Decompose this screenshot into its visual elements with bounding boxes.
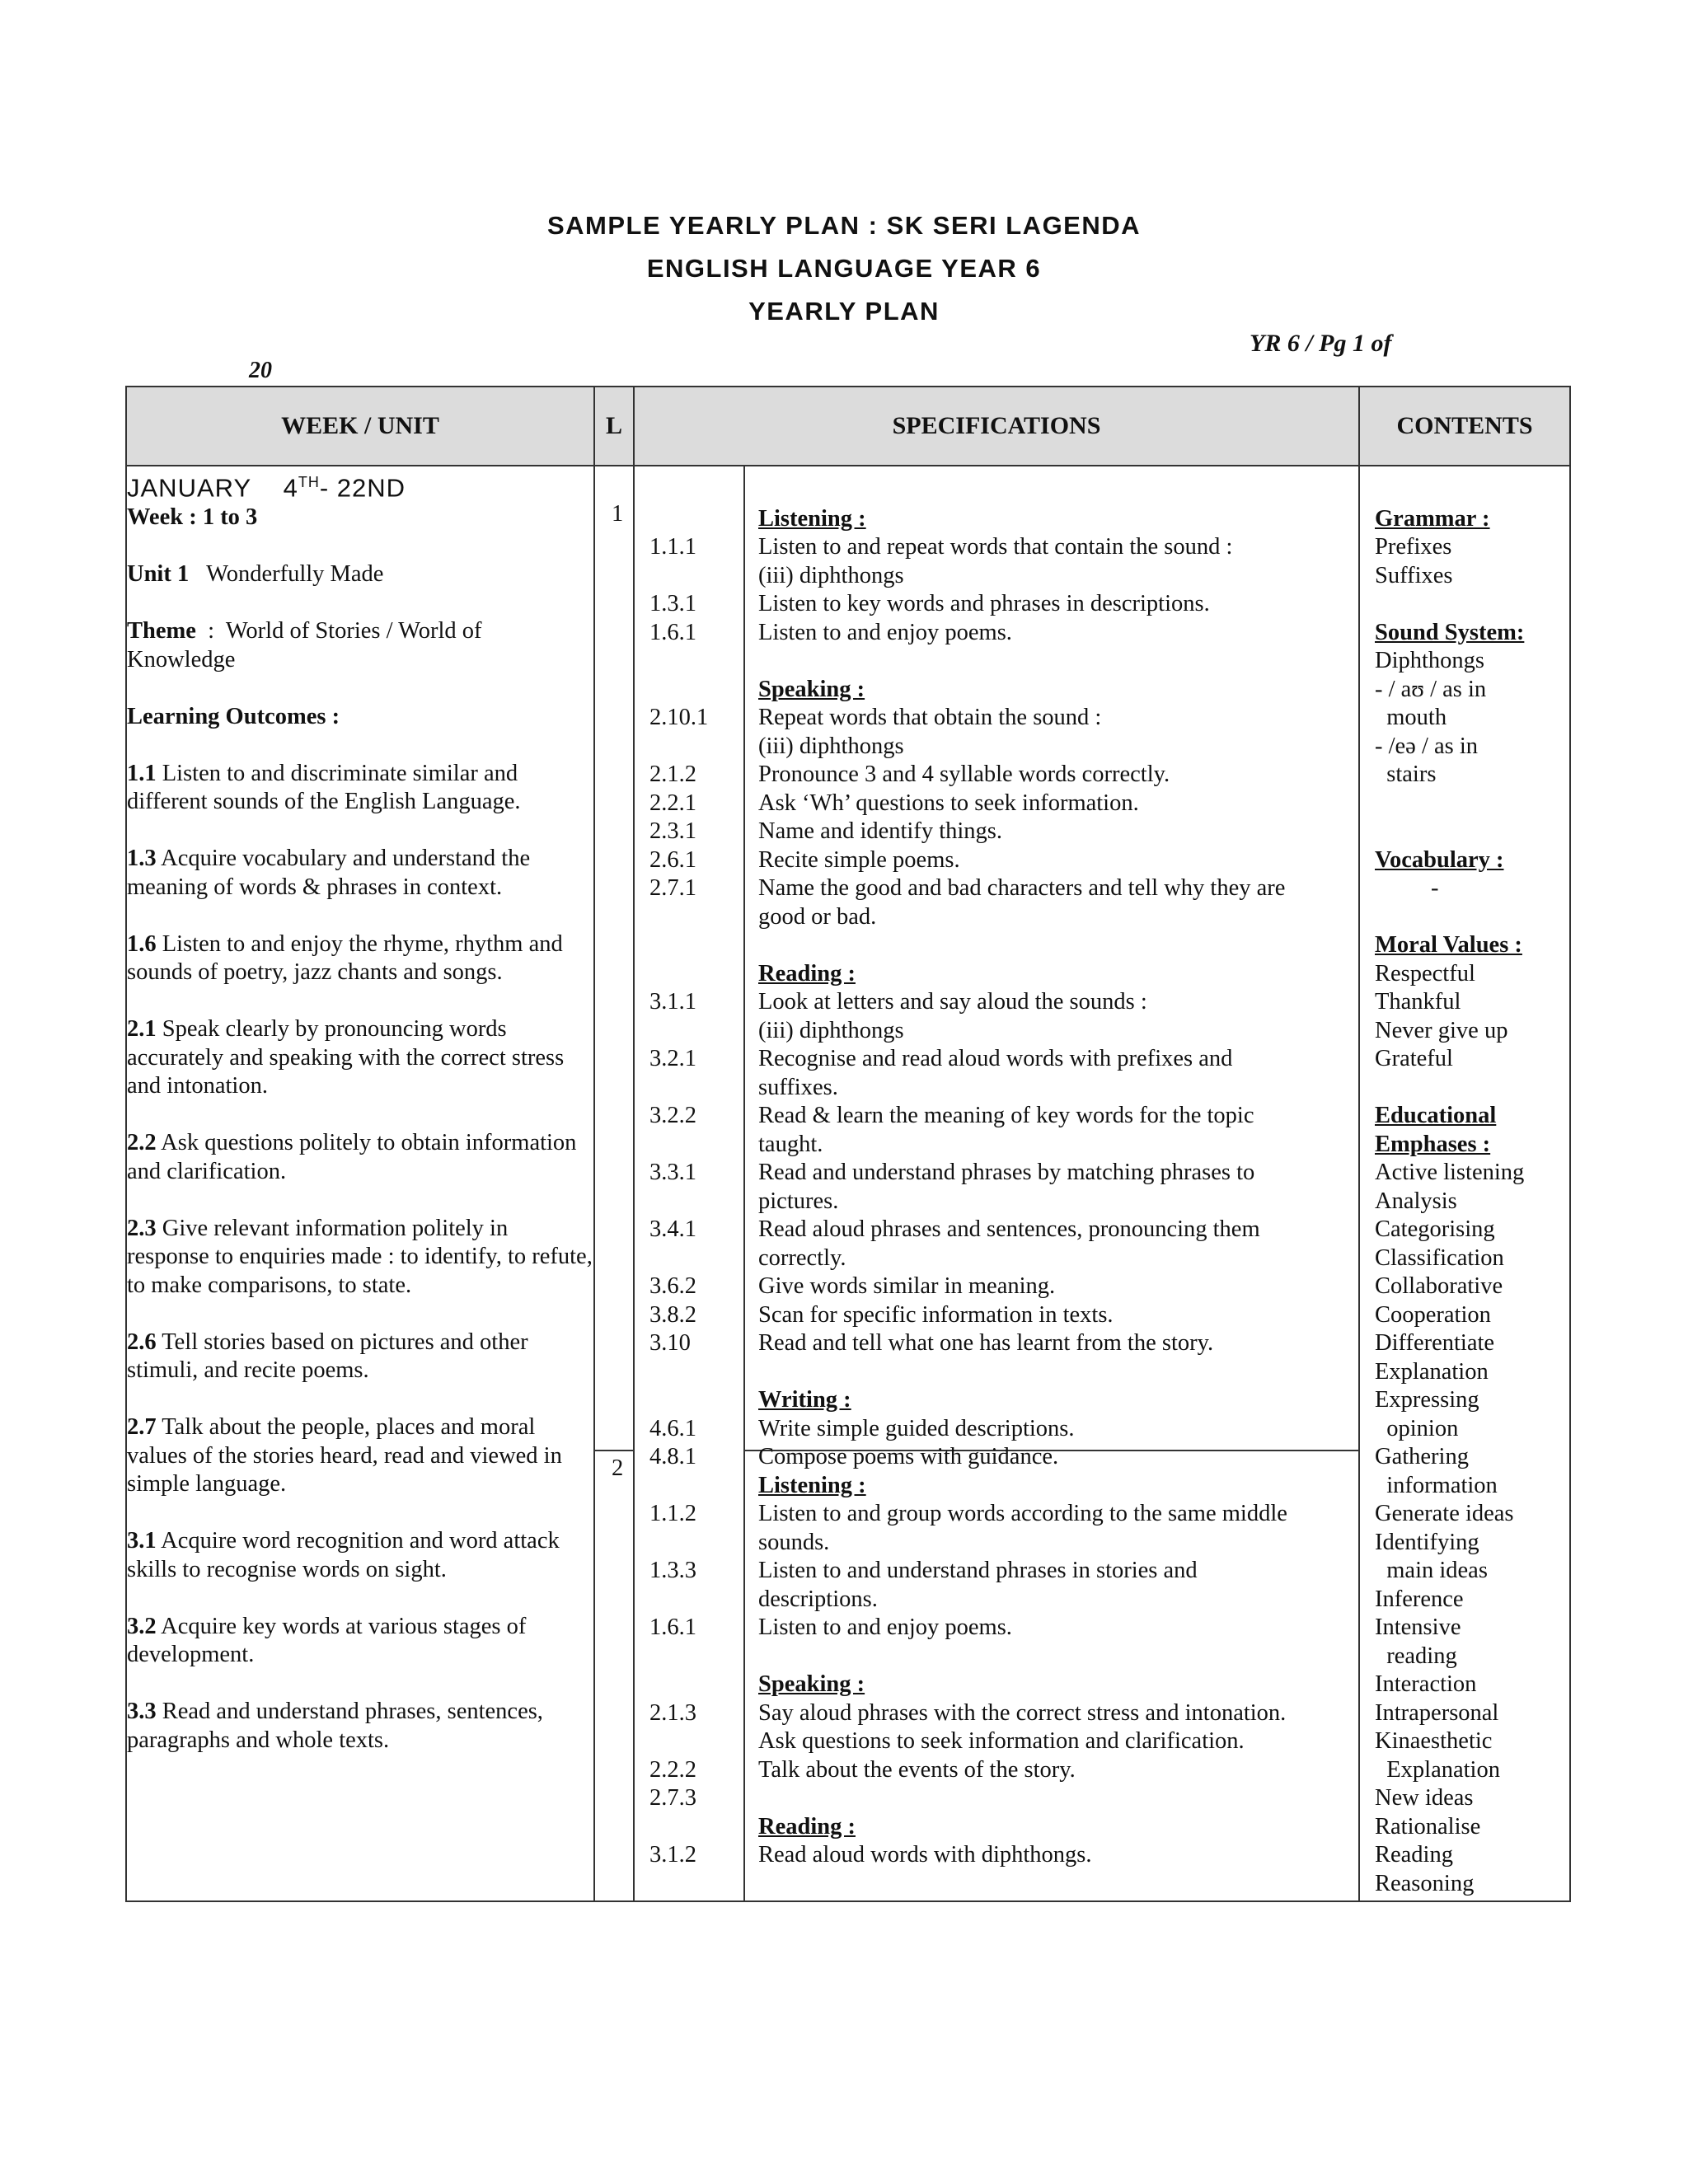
contents-item: Inference (1375, 1586, 1464, 1612)
spec-line: descriptions. (758, 1586, 878, 1612)
spec-code: 1.1.2 (649, 1501, 696, 1526)
outcome-number: 1.6 (127, 930, 157, 957)
spec-code: 3.2.2 (649, 1103, 696, 1128)
spec-line: Listen to and understand phrases in stories and (758, 1558, 1198, 1583)
unit-line: Unit 1 Wonderfully Made (127, 561, 384, 588)
outcome-number: 2.6 (127, 1329, 157, 1355)
contents-item: mouth (1375, 705, 1447, 730)
spec-line: (iii) diphthongs (758, 1017, 904, 1043)
header-l: L (594, 387, 634, 466)
spec-line: Listen to and enjoy poems. (758, 619, 1012, 645)
contents-item: Analysis (1375, 1188, 1457, 1214)
spec-code-column (635, 466, 745, 1900)
contents-item: - /eə / as in (1375, 733, 1479, 759)
spec-code: 2.2.2 (649, 1756, 696, 1783)
spec-line: Compose poems with guidance. (758, 1444, 1059, 1469)
specifications-cell (634, 466, 1359, 1901)
contents-heading: Sound System: (1375, 619, 1525, 645)
page-total: 20 (249, 358, 272, 383)
outcome-number: 3.3 (127, 1699, 157, 1725)
spec-line: Read aloud phrases and sentences, pronouncing them (758, 1216, 1260, 1242)
lesson-cell (594, 466, 634, 1901)
spec-line: correctly. (758, 1244, 846, 1271)
outcome-text: Ask questions politely to obtain information and clarification. (127, 1130, 577, 1184)
contents-item: Identifying (1375, 1529, 1479, 1555)
title-line-1: SAMPLE YEARLY PLAN : SK SERI LAGENDA (546, 211, 1142, 240)
outcome-number: 3.2 (127, 1613, 157, 1639)
contents-item: Reasoning (1375, 1870, 1475, 1896)
contents-item: Gathering (1375, 1444, 1469, 1469)
spec-code: 2.6.1 (649, 846, 696, 873)
contents-heading: Moral Values : (1375, 932, 1522, 958)
spec-code: 3.2.1 (649, 1046, 696, 1071)
contents-item: Thankful (1375, 989, 1461, 1015)
outcome-number: 2.1 (127, 1016, 157, 1043)
outcome-text: Talk about the people, places and moral values of the stories heard, read and viewed in simple language. (127, 1414, 562, 1497)
outcome-number: 1.1 (127, 760, 157, 786)
spec-code: 3.1.1 (649, 989, 696, 1015)
outcome-text: Listen to and enjoy the rhyme, rhythm and sounds of poetry, jazz chants and songs. (127, 930, 563, 986)
contents-heading: Grammar : (1375, 505, 1490, 532)
spec-line: Read and tell what one has learnt from the story. (758, 1330, 1214, 1356)
contents-item: Explanation (1375, 1358, 1489, 1385)
spec-code: 4.6.1 (649, 1415, 696, 1441)
contents-item: Diphthongs (1375, 648, 1485, 673)
spec-line: Read & learn the meaning of key words for the topic (758, 1103, 1254, 1128)
table-header-row (126, 387, 1570, 466)
spec-line: sounds. (758, 1529, 830, 1555)
table-row (126, 466, 1570, 1901)
lesson-divider (595, 1450, 633, 1451)
lesson-number: 2 (612, 1455, 624, 1481)
learning-outcome-item (127, 1698, 593, 1755)
spec-line: (iii) diphthongs (758, 562, 904, 588)
contents-item: Respectful (1375, 960, 1475, 987)
spec-line: Name and identify things. (758, 818, 1003, 844)
outcome-number: 2.2 (127, 1130, 157, 1156)
contents-item: Intensive (1375, 1615, 1461, 1640)
learning-outcomes-label: Learning Outcomes : (127, 703, 340, 729)
spec-code: 1.6.1 (649, 619, 696, 645)
contents-item: Differentiate (1375, 1330, 1495, 1356)
contents-item: Never give up (1375, 1017, 1508, 1043)
contents-item: opinion (1375, 1415, 1459, 1441)
learning-outcome-item (127, 1527, 593, 1584)
outcome-number: 2.7 (127, 1414, 157, 1441)
title-line-3: YEARLY PLAN (748, 297, 940, 326)
week-label: Week : 1 to 3 (127, 504, 258, 531)
contents-item: New ideas (1375, 1785, 1474, 1811)
spec-code: 2.2.1 (649, 790, 696, 816)
contents-item: Cooperation (1375, 1301, 1491, 1328)
spec-code: 4.8.1 (649, 1444, 696, 1469)
outcome-text: Listen to and discriminate similar and different sounds of the English Language. (127, 760, 521, 815)
outcome-text: Acquire key words at various stages of development. (127, 1613, 527, 1668)
spec-line: Read and understand phrases by matching phrases to (758, 1160, 1255, 1185)
contents-item: reading (1375, 1643, 1457, 1669)
yearly-plan-table (125, 386, 1571, 1902)
week-unit-cell (126, 466, 594, 1901)
spec-line: Recite simple poems. (758, 846, 960, 873)
spec-section-heading: Writing : (758, 1387, 851, 1413)
contents-item: stairs (1375, 762, 1437, 787)
spec-line: Read aloud words with diphthongs. (758, 1842, 1092, 1868)
learning-outcomes-list (127, 760, 593, 1755)
spec-line: good or bad. (758, 903, 877, 930)
header-week-unit: WEEK / UNIT (126, 387, 594, 466)
contents-item: Collaborative (1375, 1273, 1503, 1299)
spec-line: Ask ‘Wh’ questions to seek information. (758, 790, 1139, 816)
spec-code: 3.10 (649, 1330, 691, 1356)
contents-heading: Emphases : (1375, 1131, 1491, 1157)
learning-outcome-item (127, 1215, 593, 1301)
spec-code: 2.7.1 (649, 875, 696, 901)
outcome-text: Acquire vocabulary and understand the meaning of words & phrases in context. (127, 846, 531, 900)
spec-line: Say aloud phrases with the correct stress and intonation. (758, 1699, 1287, 1726)
spec-code: 3.1.2 (649, 1842, 696, 1868)
spec-line: (iii) diphthongs (758, 733, 904, 759)
contents-item: Generate ideas (1375, 1501, 1514, 1526)
spec-code: 1.3.3 (649, 1558, 696, 1583)
contents-item: Prefixes (1375, 534, 1452, 560)
spec-code: 3.6.2 (649, 1273, 696, 1299)
outcome-text: Read and understand phrases, sentences, paragraphs and whole texts. (127, 1699, 543, 1753)
contents-item: Grateful (1375, 1046, 1453, 1071)
title-line-2: ENGLISH LANGUAGE YEAR 6 (646, 254, 1042, 283)
contents-item: - (1431, 875, 1439, 901)
spec-code: 3.8.2 (649, 1301, 696, 1328)
learning-outcome-item (127, 845, 593, 902)
contents-item: information (1375, 1472, 1498, 1498)
spec-section-heading: Speaking : (758, 1671, 865, 1697)
contents-item: Expressing (1375, 1387, 1479, 1413)
contents-item: Reading (1375, 1842, 1453, 1868)
date-range: JANUARY 4TH- 22ND (127, 473, 406, 503)
learning-outcome-item (127, 930, 593, 987)
spec-line: Ask questions to seek information and clarification. (758, 1728, 1245, 1754)
spec-line: Listen to and group words according to the same middle (758, 1501, 1287, 1526)
spec-line: Listen to and repeat words that contain the sound : (758, 534, 1233, 560)
spec-code: 2.1.3 (649, 1699, 696, 1726)
spec-code: 1.6.1 (649, 1615, 696, 1640)
spec-code: 2.7.3 (649, 1785, 696, 1811)
contents-heading: Educational (1375, 1103, 1497, 1128)
spec-code: 3.3.1 (649, 1160, 696, 1185)
contents-item: Active listening (1375, 1160, 1525, 1185)
header-contents: CONTENTS (1359, 387, 1570, 466)
learning-outcome-item (127, 760, 593, 817)
learning-outcome-item (127, 1015, 593, 1101)
outcome-number: 2.3 (127, 1215, 157, 1241)
contents-item: Categorising (1375, 1216, 1495, 1242)
contents-item: main ideas (1375, 1558, 1488, 1583)
spec-code: 1.3.1 (649, 591, 696, 616)
spec-code: 2.3.1 (649, 818, 696, 844)
learning-outcome-item (127, 1613, 593, 1670)
spec-line: Look at letters and say aloud the sounds : (758, 989, 1147, 1015)
spec-line: Talk about the events of the story. (758, 1756, 1076, 1783)
header-specifications: SPECIFICATIONS (634, 387, 1359, 466)
spec-section-heading: Reading : (758, 960, 856, 987)
spec-section-heading: Reading : (758, 1813, 856, 1840)
spec-line: Give words similar in meaning. (758, 1273, 1056, 1299)
contents-item: - / aʊ / as in (1375, 676, 1487, 702)
learning-outcome-item (127, 1129, 593, 1186)
contents-heading: Vocabulary : (1375, 846, 1504, 873)
contents-item: Interaction (1375, 1671, 1477, 1697)
spec-code: 2.1.2 (649, 762, 696, 787)
spec-line: Listen to and enjoy poems. (758, 1615, 1012, 1640)
outcome-number: 1.3 (127, 846, 157, 872)
spec-line: Repeat words that obtain the sound : (758, 705, 1102, 730)
spec-line: Pronounce 3 and 4 syllable words correctly. (758, 762, 1170, 787)
spec-line: pictures. (758, 1188, 839, 1214)
outcome-number: 3.1 (127, 1528, 157, 1554)
spec-section-heading: Speaking : (758, 676, 865, 702)
spec-section-heading: Listening : (758, 505, 866, 532)
learning-outcome-item (127, 1329, 593, 1385)
spec-code: 3.4.1 (649, 1216, 696, 1242)
spec-line: Scan for specific information in texts. (758, 1301, 1114, 1328)
contents-item: Explanation (1375, 1756, 1500, 1783)
spec-line: Listen to key words and phrases in descriptions. (758, 591, 1210, 616)
contents-item: Classification (1375, 1244, 1504, 1271)
page-reference: YR 6 / Pg 1 of (1250, 330, 1392, 357)
outcome-text: Tell stories based on pictures and other stimuli, and recite poems. (127, 1329, 528, 1384)
outcome-text: Acquire word recognition and word attack skills to recognise words on sight. (127, 1528, 560, 1582)
spec-line: Write simple guided descriptions. (758, 1415, 1075, 1441)
spec-line: Name the good and bad characters and tell why they are (758, 875, 1286, 901)
spec-line: taught. (758, 1131, 823, 1157)
contents-item: Suffixes (1375, 562, 1453, 588)
outcome-text: Give relevant information politely in response to enquiries made : to identify, to refute, to make comparisons, to state. (127, 1215, 593, 1298)
lesson-number: 1 (612, 501, 624, 527)
contents-item: Rationalise (1375, 1813, 1481, 1840)
contents-item: Kinaesthetic (1375, 1728, 1493, 1754)
learning-outcome-item (127, 1413, 593, 1499)
contents-item: Intrapersonal (1375, 1699, 1499, 1726)
spec-text-column (743, 466, 1358, 1900)
theme-line: Theme : World of Stories / World of Knowledge (127, 618, 482, 673)
spec-code: 2.10.1 (649, 705, 709, 730)
spec-line: Recognise and read aloud words with prefixes and (758, 1046, 1233, 1071)
spec-code: 1.1.1 (649, 534, 696, 560)
spec-line: suffixes. (758, 1074, 838, 1100)
outcome-text: Speak clearly by pronouncing words accurately and speaking with the correct stress and intonation. (127, 1016, 565, 1099)
spec-section-heading: Listening : (758, 1472, 866, 1498)
contents-cell (1359, 466, 1570, 1901)
